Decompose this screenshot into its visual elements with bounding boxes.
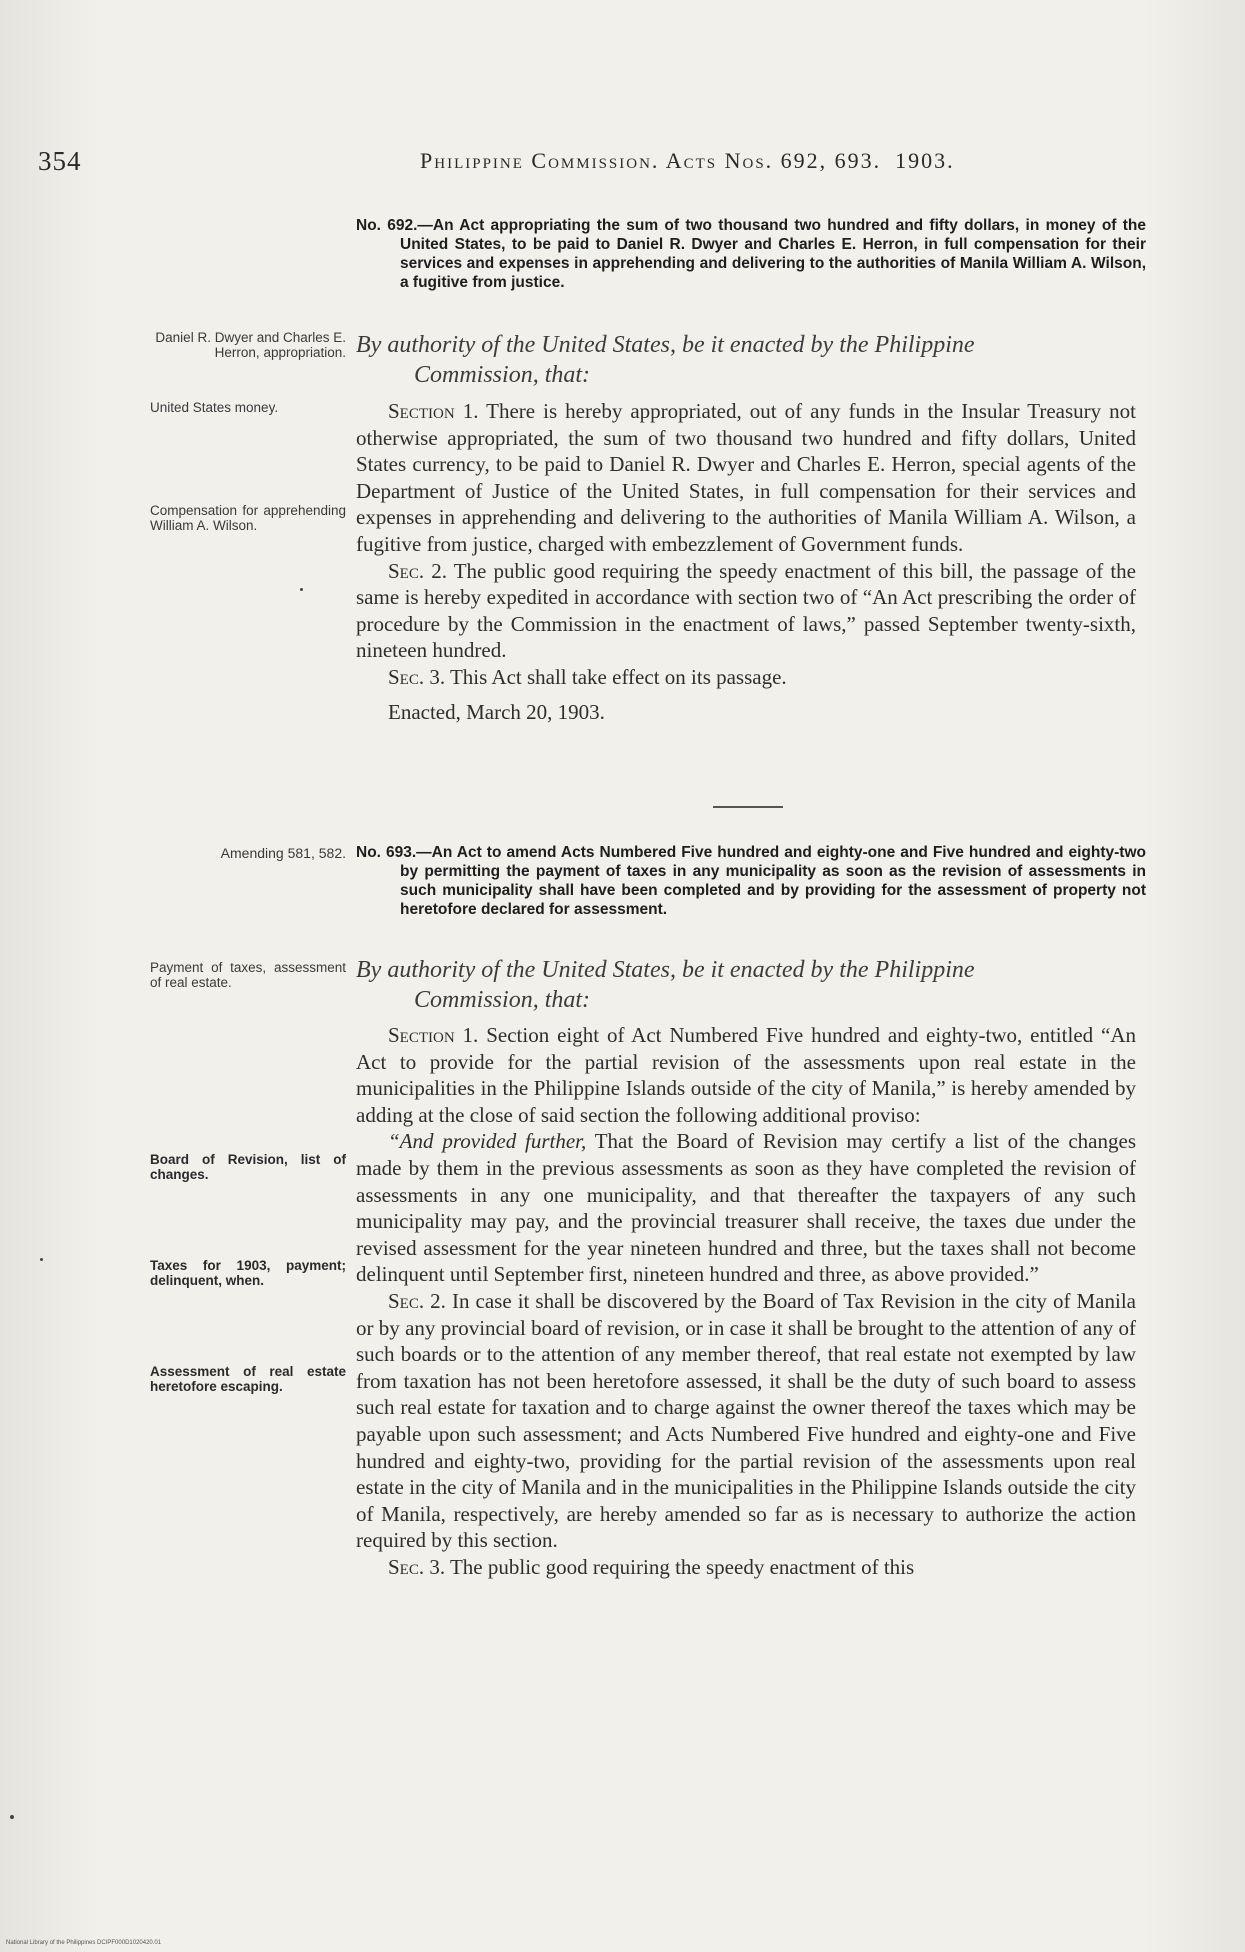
margin-note-assessment-escaping: Assessment of real estate heretofore escaping. xyxy=(150,1364,346,1394)
act-692-section-2: Sec. 2. The public good requiring the speedy enactment of this bill, the passage of the same is hereby expedited in accordance with section two of “An Act prescribing the order of procedure by the Commission in the enactment of laws,” passed September twenty-sixth, nineteen hundred. xyxy=(356,558,1136,663)
margin-note-taxes-1903: Taxes for 1903, payment; delinquent, when. xyxy=(150,1258,346,1288)
act-693-section-2: Sec. 2. In case it shall be discovered by the Board of Tax Revision in the city of Manila or by any provincial board of revision, or in case it shall be brought to the attention of any of such boards or to the attention of any member thereof, that real estate not exempted by law from taxation has not been heretofore assessed, it shall be the duty of such board to assess such real estate for taxation and to charge against the owner thereof the taxes which may be payable upon such assessment; and Acts Numbered Five hundred and eighty-one and Five hundred and eighty-two, providing for the partial revision of the assessments upon real estate in the city of Manila and in the municipalities in the Philippine Islands outside the city of Manila, respectively, are hereby amended so far as is necessary to authorize the action required by this section. xyxy=(356,1288,1136,1553)
act-692-enacted-date: Enacted, March 20, 1903. xyxy=(388,699,605,724)
scan-speck xyxy=(10,1815,14,1819)
margin-note-compensation: Compensation for apprehending William A. Wilson. xyxy=(150,503,346,533)
act-693-title-text: No. 693.—An Act to amend Acts Numbered Five hundred and eighty-one and Five hundred and eighty-two by permitting the payment of taxes in any municipality as soon as the revision of assessments in such municipality shall have been completed and by providing for the assessment of property not heretofore declared for assessment. xyxy=(356,844,1146,918)
act-693-body xyxy=(356,1022,1136,1580)
running-head xyxy=(420,148,955,174)
act-693-title xyxy=(356,843,1146,919)
margin-note-payment-of-taxes: Payment of taxes, assessment of real estate. xyxy=(150,960,346,990)
act-693-section-1: Section 1. Section eight of Act Numbered Five hundred and eighty-two, entitled “An Act to provide for the partial revision of the assessments upon real estate in the municipalities in the Philippine Islands outside of the city of Manila,” is hereby amended by adding at the close of said section the following additional proviso: xyxy=(356,1023,1137,1127)
act-692-number: No. 692. xyxy=(356,217,418,234)
act-692-enacting-clause: By authority of the United States, be it enacted by the Philippine Commission, that: xyxy=(356,332,975,388)
page-number: 354 xyxy=(38,146,82,176)
act-693-proviso: “And provided further, That the Board of Revision may certify a list of the changes made by them in the previous assessments as soon as they have completed the revision of assessments in any one municipality, and that thereafter the taxpayers of any such municipality may pay, and the provincial treasurer shall receive, the taxes due under the revised assessment for the year nineteen hundred and three, but the taxes shall not become delinquent until September first, nineteen hundred and three, as above provided.” xyxy=(356,1129,1136,1287)
margin-note-board-of-revision: Board of Revision, list of changes. xyxy=(150,1152,346,1182)
margin-note-us-money: United States money. xyxy=(150,400,279,415)
section-divider xyxy=(713,806,783,808)
scan-footer: National Library of the Philippines DCIPF000D1020420.01 xyxy=(6,1940,162,1946)
running-head-title: Philippine Commission. Acts Nos. 692, 693. xyxy=(420,148,882,173)
margin-note-dwyer-herron: Daniel R. Dwyer and Charles E. Herron, appropriation. xyxy=(155,330,346,360)
act-692-section-3: Sec. 3. This Act shall take effect on its passage. xyxy=(388,664,787,689)
act-693-section-3: Sec. 3. The public good requiring the speedy enactment of this xyxy=(388,1554,915,1579)
margin-note-amending: Amending 581, 582. xyxy=(220,845,346,861)
act-693-enacting-clause: By authority of the United States, be it enacted by the Philippine Commission, that: xyxy=(356,957,975,1013)
act-693-number: No. 693. xyxy=(356,844,417,861)
act-692-body xyxy=(356,398,1136,725)
act-692-title-text: No. 692.—An Act appropriating the sum of two thousand two hundred and fifty dollars, in money of the United States, to be paid to Daniel R. Dwyer and Charles E. Herron, in full compensation for their services and expenses in apprehending and delivering to the authorities of Manila William A. Wilson, a fugitive from justice. xyxy=(356,217,1146,291)
running-head-year: 1903. xyxy=(895,148,955,173)
act-692-title xyxy=(356,216,1146,292)
act-692-section-1: Section 1. There is hereby appropriated, out of any funds in the Insular Treasury not otherwise appropriated, the sum of two thousand two hundred and fifty dollars, United States currency, to be paid to Daniel R. Dwyer and Charles E. Herron, special agents of the Department of Justice of the United States, in full compensation for their services and expenses in apprehending and delivering to the authorities of Manila William A. Wilson, a fugitive from justice, charged with embezzlement of Government funds. xyxy=(356,399,1137,556)
scan-speck xyxy=(300,588,303,591)
scan-speck xyxy=(40,1258,43,1261)
